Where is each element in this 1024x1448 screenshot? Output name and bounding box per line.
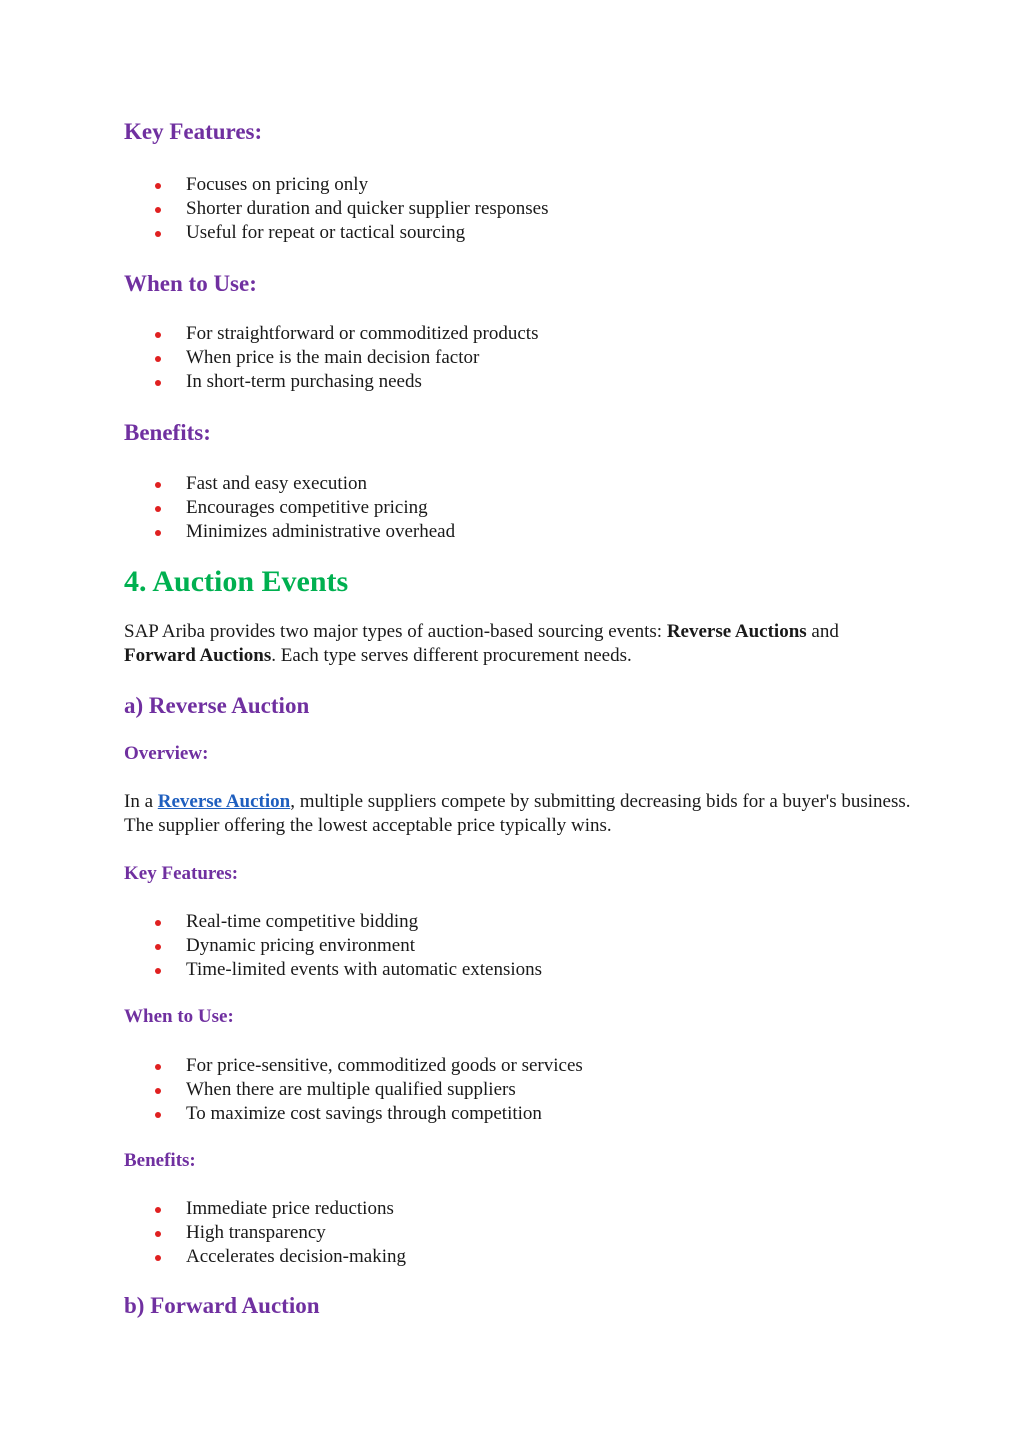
list-item: Encourages competitive pricing [124,496,914,520]
overview-paragraph: In a Reverse Auction, multiple suppliers compete by submitting decreasing bids for a buyer's business. The supplier offering the lowest acceptable price typically wins. [124,791,911,837]
list-item: For price-sensitive, commoditized goods or services [124,1054,914,1078]
bullet-icon [155,231,161,237]
bullet-icon [155,1231,161,1237]
reverse-key-features-list [124,910,914,982]
reverse-when-to-use-heading: When to Use: [124,1005,234,1027]
list-item: Shorter duration and quicker supplier responses [124,197,914,221]
list-item: Immediate price reductions [124,1197,914,1221]
forward-auction-title: b) Forward Auction [124,1292,320,1318]
auction-events-title: 4. Auction Events [124,564,349,598]
list-item: Real-time competitive bidding [124,910,914,934]
bullet-icon [155,968,161,974]
bullet-icon [155,207,161,213]
auction-intro-paragraph: SAP Ariba provides two major types of auction-based sourcing events: Reverse Auctions and Forward Auctions. Each type serves different procurement needs. [124,620,839,666]
list-item: Time-limited events with automatic extensions [124,958,914,982]
reverse-benefits-list [124,1197,914,1269]
list-item: Fast and easy execution [124,472,914,496]
list-item: For straightforward or commoditized products [124,322,914,346]
list-item: Accelerates decision-making [124,1245,914,1269]
when-to-use-heading: When to Use: [124,270,257,296]
list-item: High transparency [124,1221,914,1245]
bullet-icon [155,1064,161,1070]
benefits-list [124,472,914,544]
bullet-icon [155,332,161,338]
list-item: When there are multiple qualified suppliers [124,1078,914,1102]
list-item: Minimizes administrative overhead [124,520,914,544]
bullet-icon [155,380,161,386]
list-item: When price is the main decision factor [124,346,914,370]
when-to-use-list [124,322,914,394]
bullet-icon [155,482,161,488]
list-item: To maximize cost savings through competition [124,1102,914,1126]
benefits-heading: Benefits: [124,420,211,446]
reverse-auction-link[interactable]: Reverse Auction [157,791,291,813]
key-features-heading: Key Features: [124,119,263,144]
list-item: Dynamic pricing environment [124,934,914,958]
bullet-icon [155,944,161,950]
list-item: Useful for repeat or tactical sourcing [124,221,914,245]
overview-heading: Overview: [124,743,209,765]
list-item: In short-term purchasing needs [124,370,914,394]
bullet-icon [155,1112,161,1118]
reverse-auction-title: a) Reverse Auction [124,692,310,718]
bullet-icon [155,183,161,189]
reverse-key-features-heading: Key Features: [124,863,239,885]
document-page [124,118,914,1319]
list-item: Focuses on pricing only [124,173,914,197]
key-features-list [124,173,914,245]
reverse-benefits-heading: Benefits: [124,1149,196,1171]
bullet-icon [155,1088,161,1094]
bullet-icon [155,506,161,512]
bullet-icon [155,1255,161,1261]
bullet-icon [155,356,161,362]
bullet-icon [155,920,161,926]
bullet-icon [155,530,161,536]
reverse-when-to-use-list [124,1054,914,1126]
bullet-icon [155,1207,161,1213]
